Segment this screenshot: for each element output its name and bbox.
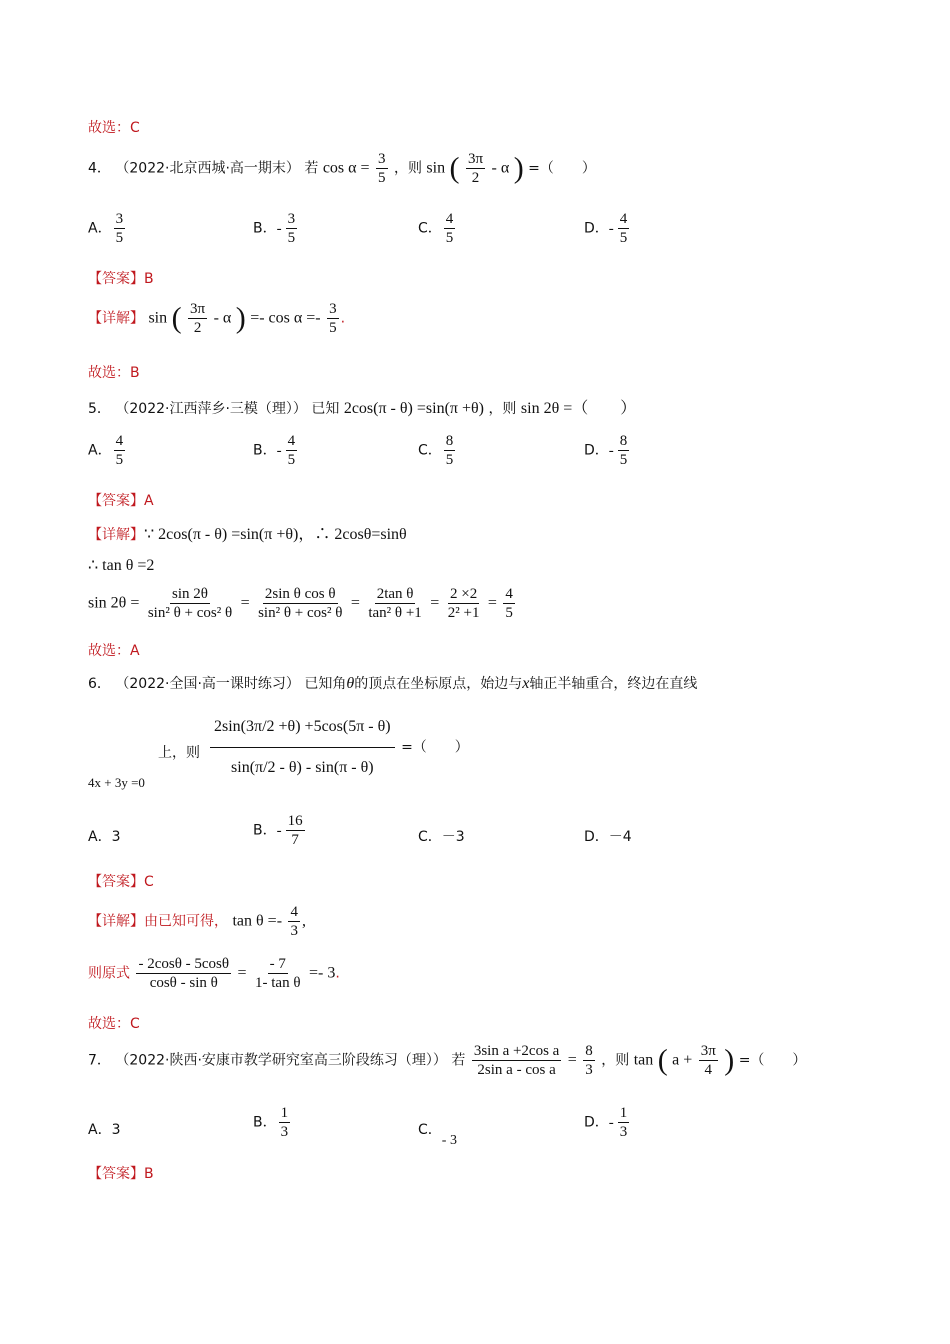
question-7: 7． （2022·陕西·安康市教学研究室高三阶段练习（理）） 若 $\frac{\text{3sin a +2cos a}}{\text{2sin a - cos a}}$ = $\frac{8}{3}$ ，则 tan ( a + $\frac{3\pi}{4}$ ) =（ ） <box>88 1043 807 1078</box>
question-number: 4． <box>88 160 111 177</box>
option-a: A．3 <box>88 1122 121 1138</box>
detail-q5-line3: sin 2θ = $\frac{\sin 2\theta}{\text{sin² θ + cos² θ}}$ = $\frac{\text{2sin θ cos θ}}{\text{sin² θ + cos² θ}}$ = $\frac{\text{2tan θ}}{\text{tan² θ +1}}$ = $\frac{2 \times 2}{\text{2² +1}}$ = $\frac{4}{5}$ <box>88 586 513 621</box>
detail-tag: 【详解】 <box>88 527 144 543</box>
question-source: （2022·北京西城·高一期末） <box>115 160 300 177</box>
math-sin: sin <box>426 159 446 177</box>
detail-q6-line2: 则原式 $\frac{- 2\cos\theta - 5\cos\theta}{\text{cosθ - sin θ}}$ = $\frac{- 7}{\text{1- tan θ}}$ =- 3. <box>88 956 340 991</box>
question-5: 5． （2022·江西萍乡·三模（理）） 已知 2cos(π - θ) =sin(π +θ) ，则 sin 2θ =（ ） <box>88 400 637 417</box>
question-6: 6． （2022·全国·高一课时练习） 已知角θ的顶点在坐标原点，始边与x轴正半轴重合，终边在直线 <box>88 675 698 692</box>
option-b: B．- $\frac{16}{7}$ <box>253 813 303 848</box>
big-fraction: $\frac{2\sin(3\pi/2 +\theta) +5\cos(5\pi - \theta)}{\sin(\pi/2 - \theta) - \sin(\pi - \theta)}$ =（ ） <box>208 707 469 788</box>
math-expr: - α <box>491 159 510 177</box>
final-answer-q5: 故选：A <box>88 643 140 659</box>
detail-q5-line2: ∴ tan θ =2 <box>88 557 155 574</box>
final-answer-q3: 故选：C <box>88 120 140 136</box>
option-a: A． $\frac{3}{5}$ <box>88 211 124 246</box>
option-d: D．- $\frac{1}{3}$ <box>584 1105 628 1140</box>
detail-q5-line1: 【详解】∵ 2cos(π - θ) =sin(π +θ)，∴ 2cosθ=sinθ <box>88 526 407 543</box>
final-answer-q4: 故选：B <box>88 365 140 381</box>
option-d: D．－4 <box>584 829 632 845</box>
question-text: ，则 <box>393 160 422 177</box>
math-expr: cos α = <box>322 159 370 177</box>
question-4: 4． （2022·北京西城·高一期末） 若 cos α = $\frac{3}{5}$ ，则 sin ( $\frac{3\pi}{2}$ - α ) =（ ） <box>88 151 596 186</box>
question-text: 上，则 <box>158 745 200 761</box>
answer-label: 【答案】C <box>88 874 154 890</box>
option-d: D．- $\frac{8}{5}$ <box>584 433 628 468</box>
fraction: $\frac{3\pi}{2}$ <box>467 151 484 186</box>
option-a: A． $\frac{4}{5}$ <box>88 433 124 468</box>
final-answer-q6: 故选：C <box>88 1016 140 1032</box>
detail-q6-line1: 【详解】由已知可得， tan θ =- $\frac{4}{3}$ , <box>88 904 306 939</box>
option-c: C． $\frac{4}{5}$ <box>418 211 454 246</box>
option-c: C． $\frac{8}{5}$ <box>418 433 454 468</box>
answer-blank: =（ ） <box>528 160 596 177</box>
detail-q4: 【详解】 sin ( $\frac{3\pi}{2}$ - α ) =- cos α =- $\frac{3}{5}$ . <box>88 301 346 336</box>
option-b: B． $\frac{1}{3}$ <box>253 1105 289 1140</box>
detail-tag: 【详解】 <box>88 310 144 327</box>
option-a: A．3 <box>88 829 121 845</box>
answer-label: 【答案】B <box>88 1166 154 1182</box>
line-equation: 4x + 3y =0 <box>88 775 145 790</box>
fraction: $\frac{3}{5}$ <box>378 151 386 186</box>
option-c: C．- 3 <box>418 1122 457 1148</box>
option-b: B．- $\frac{3}{5}$ <box>253 211 296 246</box>
question-source: （2022·江西萍乡·三模（理）） <box>115 401 307 417</box>
answer-label: 【答案】B <box>88 271 154 287</box>
detail-tag: 【详解】 <box>88 913 144 930</box>
answer-label: 【答案】A <box>88 493 154 509</box>
question-text: 若 <box>304 160 319 177</box>
option-c: C．－3 <box>418 829 465 845</box>
math-expr: sin 2θ =（ ） <box>520 400 637 417</box>
math-expr: 2cos(π - θ) =sin(π +θ) <box>343 400 484 417</box>
question-number: 5． <box>88 401 111 417</box>
option-d: D．- $\frac{4}{5}$ <box>584 211 628 246</box>
option-b: B．- $\frac{4}{5}$ <box>253 433 296 468</box>
